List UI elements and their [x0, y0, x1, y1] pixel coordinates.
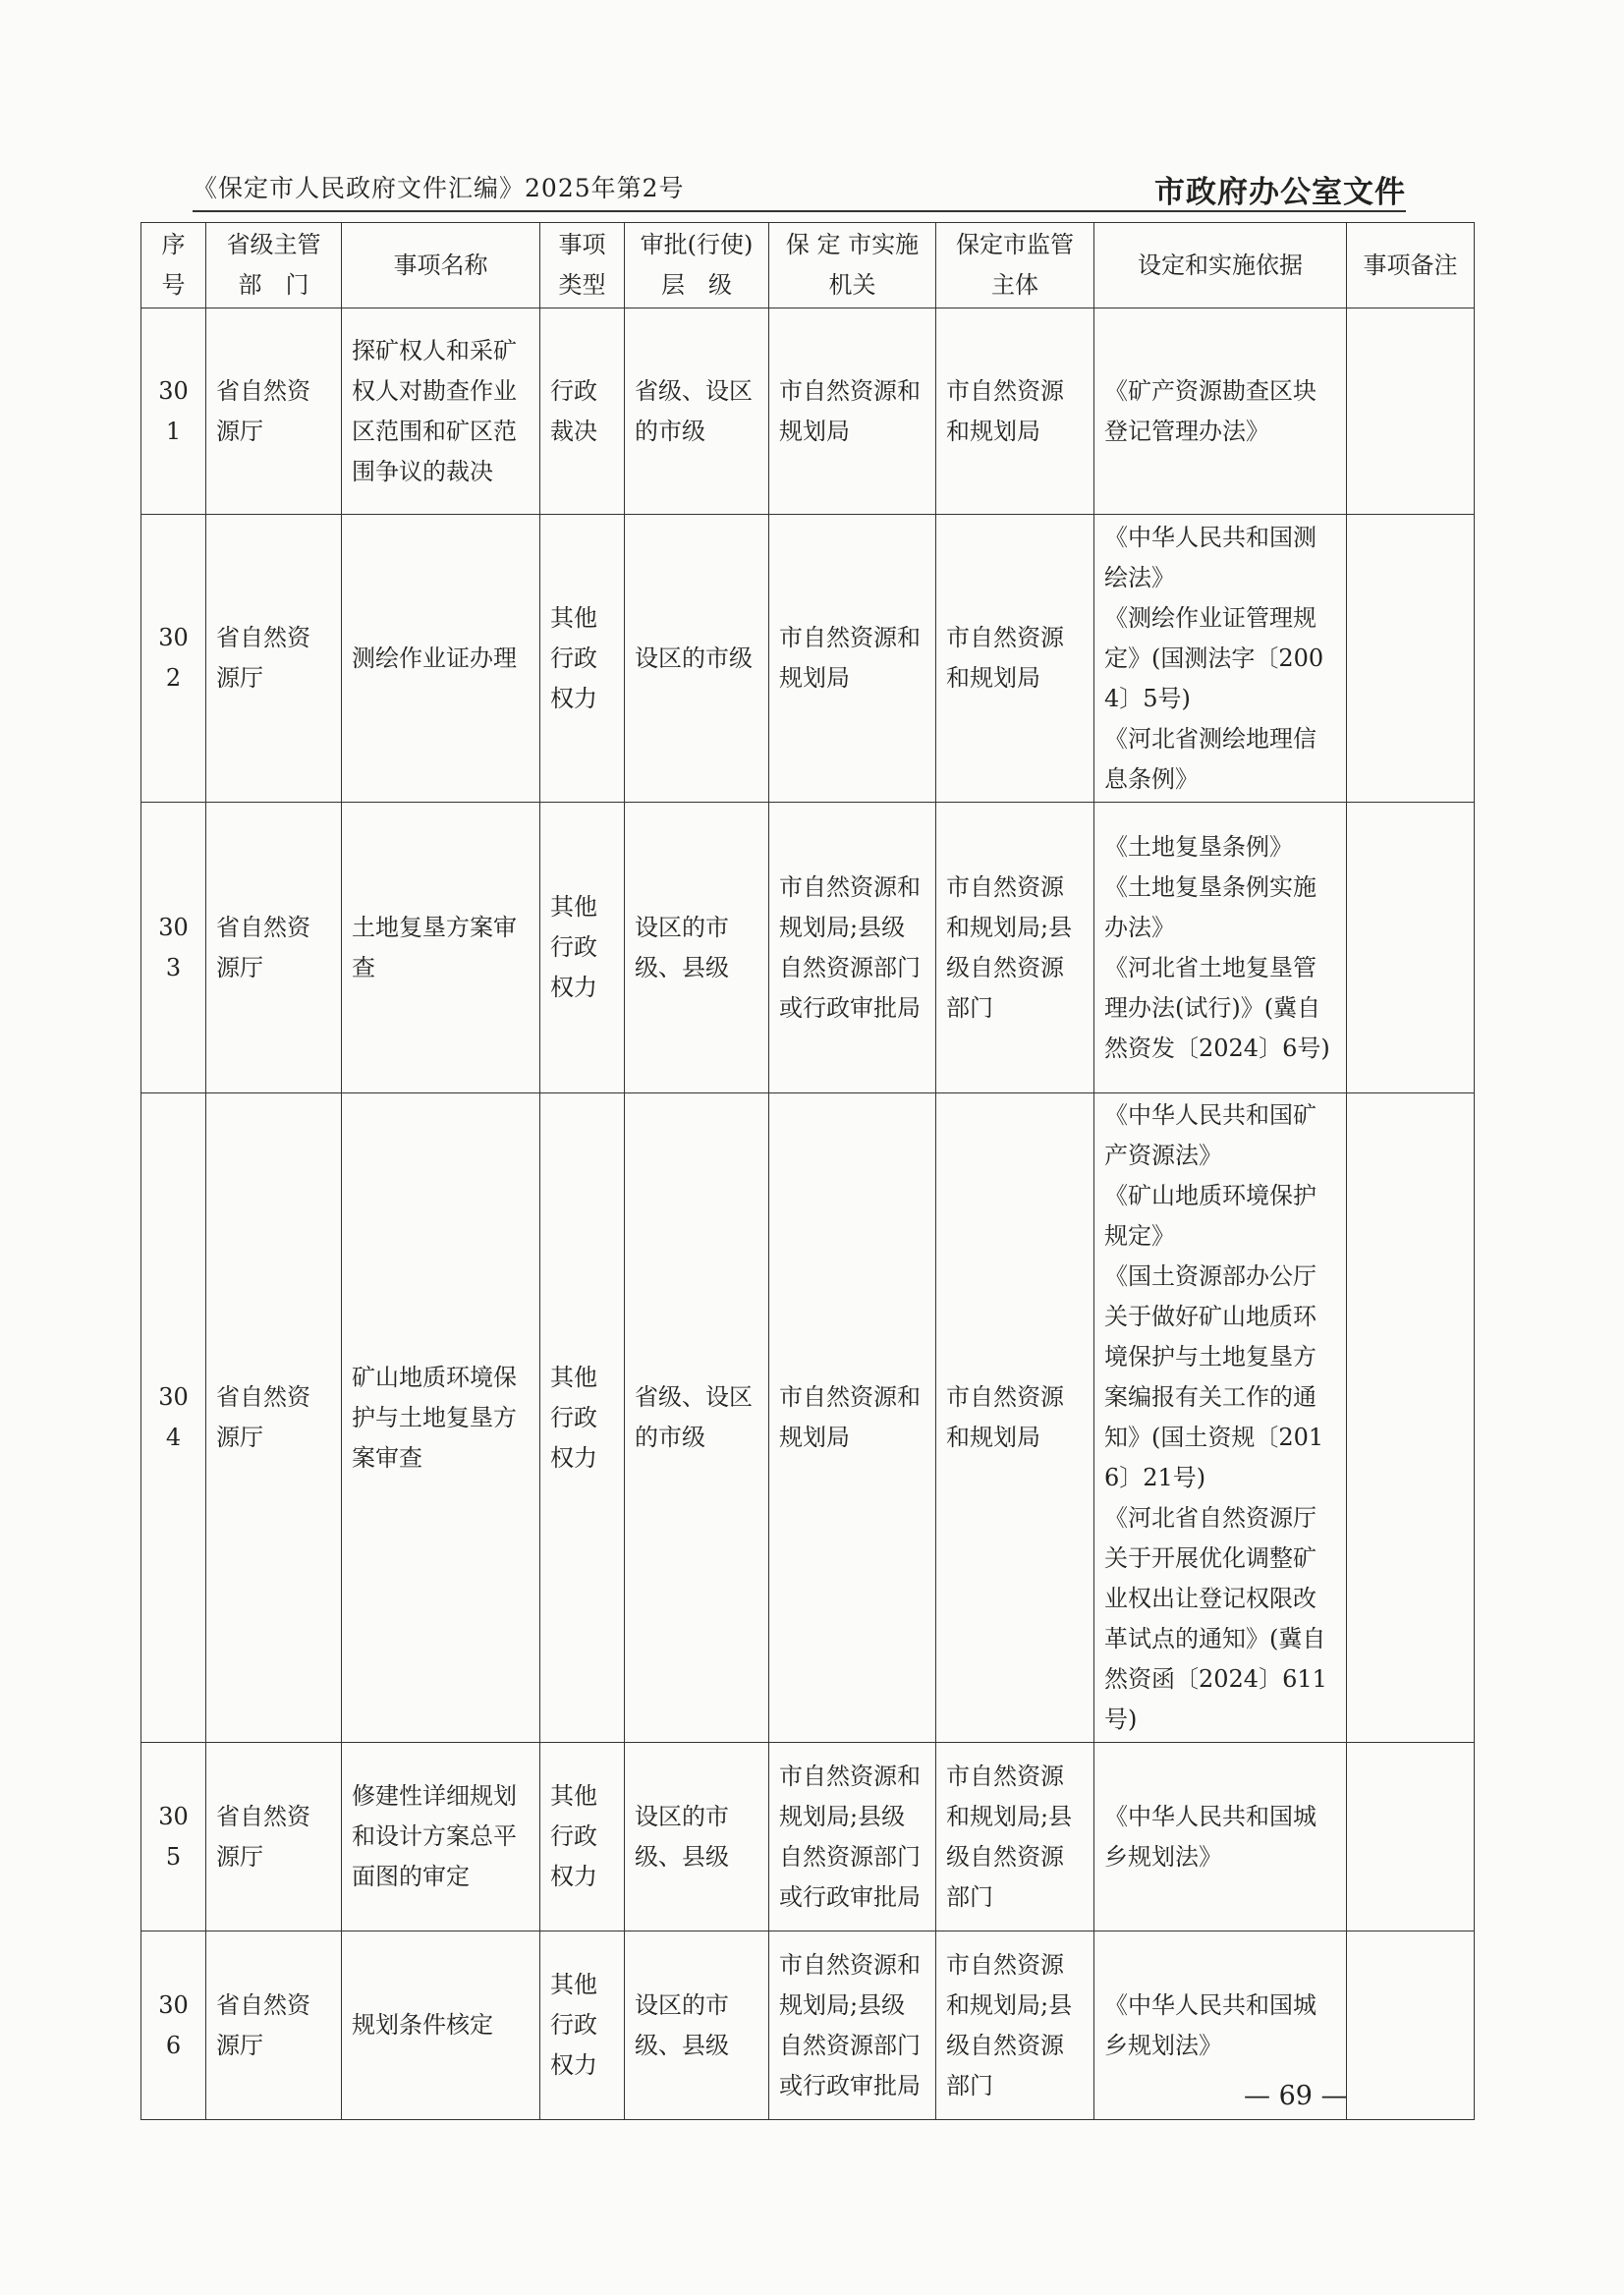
column-header: 审批(行使)层 级 [625, 223, 769, 308]
basis-entry: 《中华人民共和国城乡规划法》 [1104, 1802, 1316, 1871]
row-agency: 市自然资源和规划局;县级自然资源部门或行政审批局 [769, 803, 936, 1093]
basis-entry: 《土地复垦条例》 [1104, 832, 1293, 861]
row-number: 301 [141, 308, 206, 515]
row-number: 303 [141, 803, 206, 1093]
row-remark [1347, 803, 1475, 1093]
table-row [141, 803, 1475, 1093]
basis-entry: 《矿山地质环境保护规定》 [1104, 1182, 1316, 1250]
column-header: 序号 [141, 223, 206, 308]
table-header-row [141, 223, 1475, 308]
row-supervisor: 市自然资源和规划局;县级自然资源部门 [936, 803, 1094, 1093]
row-number: 306 [141, 1931, 206, 2120]
row-basis [1094, 803, 1347, 1093]
column-header: 省级主管部 门 [206, 223, 342, 308]
row-basis [1094, 515, 1347, 803]
table-row [141, 1743, 1475, 1931]
row-agency: 市自然资源和规划局 [769, 1093, 936, 1743]
basis-entry: 《河北省土地复垦管理办法(试行)》(冀自然资发〔2024〕6号) [1104, 953, 1330, 1062]
header-section-title: 市政府办公室文件 [1154, 175, 1406, 210]
row-remark [1347, 1931, 1475, 2120]
row-basis [1094, 1093, 1347, 1743]
column-header: 保定市监管主体 [936, 223, 1094, 308]
row-agency: 市自然资源和规划局;县级自然资源部门或行政审批局 [769, 1931, 936, 2120]
row-remark [1347, 515, 1475, 803]
column-header: 事项名称 [342, 223, 540, 308]
basis-entry: 《河北省测绘地理信息条例》 [1104, 724, 1316, 793]
table-row [141, 1093, 1475, 1743]
row-item-type: 其他行政权力 [540, 803, 625, 1093]
row-remark [1347, 1093, 1475, 1743]
row-department: 省自然资源厅 [206, 1093, 342, 1743]
basis-entry: 《矿产资源勘查区块登记管理办法》 [1104, 376, 1316, 445]
basis-entry: 《中华人民共和国城乡规划法》 [1104, 1990, 1316, 2059]
basis-entry: 《国土资源部办公厅关于做好矿山地质环境保护与土地复垦方案编报有关工作的通知》(国土资规〔2016〕21号) [1104, 1262, 1324, 1491]
row-item-name: 土地复垦方案审查 [342, 803, 540, 1093]
row-agency: 市自然资源和规划局 [769, 515, 936, 803]
row-agency: 市自然资源和规划局 [769, 308, 936, 515]
row-item-type: 其他行政权力 [540, 1093, 625, 1743]
column-header: 事项备注 [1347, 223, 1475, 308]
row-level: 设区的市级、县级 [625, 1931, 769, 2120]
row-supervisor: 市自然资源和规划局;县级自然资源部门 [936, 1931, 1094, 2120]
basis-entry: 《土地复垦条例实施办法》 [1104, 872, 1316, 941]
row-supervisor: 市自然资源和规划局 [936, 515, 1094, 803]
row-remark [1347, 1743, 1475, 1931]
row-department: 省自然资源厅 [206, 1743, 342, 1931]
basis-entry: 《河北省自然资源厅关于开展优化调整矿业权出让登记权限改革试点的通知》(冀自然资函〔2024〕611号) [1104, 1504, 1327, 1733]
row-basis [1094, 308, 1347, 515]
row-item-name: 规划条件核定 [342, 1931, 540, 2120]
row-number: 302 [141, 515, 206, 803]
column-header: 设定和实施依据 [1094, 223, 1347, 308]
table-row [141, 515, 1475, 803]
row-level: 设区的市级、县级 [625, 1743, 769, 1931]
items-table [140, 222, 1475, 2120]
row-item-type: 其他行政权力 [540, 515, 625, 803]
row-supervisor: 市自然资源和规划局;县级自然资源部门 [936, 1743, 1094, 1931]
header-rule [193, 210, 1406, 212]
row-department: 省自然资源厅 [206, 308, 342, 515]
row-department: 省自然资源厅 [206, 515, 342, 803]
row-level: 省级、设区的市级 [625, 308, 769, 515]
basis-entry: 《中华人民共和国测绘法》 [1104, 523, 1316, 591]
row-item-name: 探矿权人和采矿权人对勘查作业区范围和矿区范围争议的裁决 [342, 308, 540, 515]
row-department: 省自然资源厅 [206, 803, 342, 1093]
column-header: 事项类型 [540, 223, 625, 308]
row-remark [1347, 308, 1475, 515]
row-department: 省自然资源厅 [206, 1931, 342, 2120]
row-number: 305 [141, 1743, 206, 1931]
row-agency: 市自然资源和规划局;县级自然资源部门或行政审批局 [769, 1743, 936, 1931]
row-number: 304 [141, 1093, 206, 1743]
column-header: 保 定 市实施机关 [769, 223, 936, 308]
row-supervisor: 市自然资源和规划局 [936, 308, 1094, 515]
row-item-name: 测绘作业证办理 [342, 515, 540, 803]
row-item-name: 矿山地质环境保护与土地复垦方案审查 [342, 1093, 540, 1743]
row-level: 设区的市级、县级 [625, 803, 769, 1093]
table-row [141, 308, 1475, 515]
row-supervisor: 市自然资源和规划局 [936, 1093, 1094, 1743]
row-item-type: 其他行政权力 [540, 1931, 625, 2120]
basis-entry: 《中华人民共和国矿产资源法》 [1104, 1101, 1316, 1169]
page-number: — 69 — [1244, 2081, 1348, 2111]
header-publication-title: 《保定市人民政府文件汇编》2025年第2号 [193, 174, 685, 202]
basis-entry: 《测绘作业证管理规定》(国测法字〔2004〕5号) [1104, 603, 1324, 712]
row-item-type: 行政裁决 [540, 308, 625, 515]
row-level: 设区的市级 [625, 515, 769, 803]
row-basis [1094, 1743, 1347, 1931]
row-level: 省级、设区的市级 [625, 1093, 769, 1743]
row-item-name: 修建性详细规划和设计方案总平面图的审定 [342, 1743, 540, 1931]
row-item-type: 其他行政权力 [540, 1743, 625, 1931]
